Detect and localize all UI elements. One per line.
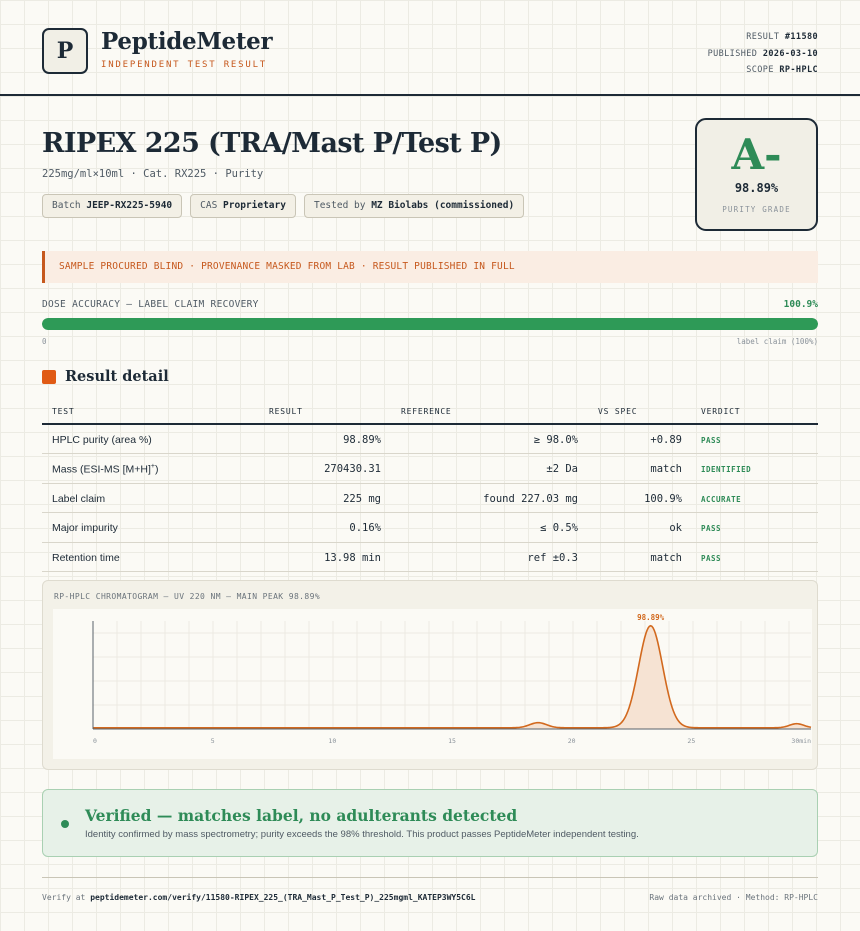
chromatogram-chart: [53, 609, 812, 759]
cell-test: [52, 463, 158, 476]
table-row: [42, 484, 818, 513]
cell-vs-spec: match: [650, 551, 682, 564]
cell-test-suffix: ): [154, 463, 159, 476]
table-row: [42, 543, 818, 572]
grade-label: PURITY GRADE: [722, 205, 791, 214]
dose-progress-fill: [42, 318, 818, 330]
cell-reference: found 227.03 mg: [483, 492, 578, 505]
cell-result: 13.98 min: [324, 551, 381, 564]
cell-verdict: PASS: [701, 553, 722, 563]
table-header: [42, 398, 818, 425]
section-marker-icon: [42, 370, 56, 384]
footer-method: Raw data archived · Method: RP-HPLC: [649, 893, 818, 902]
x-tick-label: 0: [93, 737, 97, 745]
meta-scope-value: RP-HPLC: [779, 65, 818, 75]
meta-scope-label: SCOPE: [746, 65, 774, 75]
grade-percent: 98.89%: [734, 181, 779, 195]
cell-test: HPLC purity (area %): [52, 434, 152, 446]
cell-vs-spec: match: [650, 463, 682, 476]
cell-reference: ≥ 98.0%: [533, 434, 578, 446]
cell-result: 270430.31: [324, 463, 381, 476]
chart-plot-area: [53, 609, 812, 759]
meta-result: [708, 29, 818, 46]
x-tick-label: 25: [687, 737, 696, 745]
cell-result: 0.16%: [349, 522, 381, 535]
blind-notice: SAMPLE PROCURED BLIND · PROVENANCE MASKED FROM LAB · RESULT PUBLISHED IN FULL: [42, 251, 818, 283]
cell-reference: ≤ 0.5%: [540, 522, 578, 535]
dose-value: 100.9%: [783, 299, 818, 310]
result-table: [42, 398, 818, 572]
dose-max-label: label claim (100%): [736, 337, 818, 346]
cell-vs-spec: +0.89: [650, 434, 682, 446]
brand-subtitle: INDEPENDENT TEST RESULT: [101, 60, 268, 70]
result-meta: [708, 29, 818, 79]
chip-batch: [42, 194, 182, 218]
dose-label: DOSE ACCURACY — LABEL CLAIM RECOVERY: [42, 299, 259, 310]
header-reference: REFERENCE: [401, 407, 452, 416]
report-header: [0, 0, 860, 96]
chip-tested-by-label: Tested by: [313, 200, 366, 211]
cell-vs-spec: 100.9%: [644, 492, 682, 505]
cell-reference: ±2 Da: [546, 463, 578, 476]
verified-title: Verified — matches label, no adulterants detected: [85, 806, 518, 825]
meta-published-label: PUBLISHED: [707, 48, 758, 59]
chip-batch-label: Batch: [52, 200, 81, 211]
header-result: RESULT: [269, 407, 303, 416]
table-row: [42, 425, 818, 454]
table-row: [42, 454, 818, 483]
cell-test: Label claim: [52, 492, 106, 505]
chart-title: RP-HPLC CHROMATOGRAM — UV 220 NM — MAIN PEAK 98.89%: [54, 592, 321, 601]
cell-result: 225 mg: [343, 492, 381, 505]
cell-test: Retention time: [52, 551, 120, 564]
verify-link-text: [42, 893, 476, 902]
chromatogram-area: [93, 626, 811, 729]
cell-verdict: IDENTIFIED: [701, 465, 752, 475]
meta-result-value: #11580: [784, 32, 818, 42]
verified-description: Identity confirmed by mass spectrometry; purity exceeds the 98% threshold. This product passes PeptideMeter independent testing.: [85, 829, 639, 840]
cell-reference: ref ±0.3: [527, 551, 578, 564]
verified-dot-icon: [61, 820, 69, 828]
x-tick-label: 5: [210, 737, 215, 745]
brand-name: PeptideMeter: [101, 28, 273, 55]
grade-card: [695, 118, 818, 231]
chip-cas-value: Proprietary: [223, 200, 286, 211]
brand-logo: P: [42, 28, 88, 74]
cell-verdict: PASS: [701, 524, 722, 534]
header-vs-spec: VS SPEC: [598, 407, 638, 416]
section-title: Result detail: [65, 368, 169, 385]
chip-tested-by: [304, 194, 524, 218]
dose-progress-bar: [42, 318, 818, 330]
chip-cas: [190, 194, 296, 218]
table-row: [42, 513, 818, 542]
cell-verdict: PASS: [701, 436, 722, 445]
header-verdict: VERDICT: [701, 407, 741, 416]
product-chips: [42, 194, 524, 218]
cell-vs-spec: ok: [669, 522, 682, 535]
meta-result-label: RESULT: [746, 32, 780, 42]
product-subtitle: 225mg/ml×10ml · Cat. RX225 · Purity: [42, 168, 264, 180]
chip-cas-label: CAS: [200, 200, 218, 211]
meta-scope: [708, 62, 818, 79]
x-tick-label: 15: [448, 737, 456, 745]
dose-min-label: 0: [42, 337, 47, 346]
footer-divider: [42, 877, 818, 878]
verify-url-link[interactable]: peptidemeter.com/verify/11580-RIPEX_225_(TRA_Mast_P_Test_P)_225mgml_KATEP3WY5C6L: [90, 893, 476, 902]
x-tick-label: 10: [328, 737, 337, 745]
meta-published: [708, 46, 818, 63]
chromatogram-card: [42, 580, 818, 770]
product-title: RIPEX 225 (TRA/Mast P/Test P): [42, 128, 502, 159]
cell-verdict: ACCURATE: [701, 494, 742, 504]
x-tick-label: 30min: [791, 737, 811, 745]
cell-result: 98.89%: [343, 434, 381, 446]
peak-label: 98.89%: [637, 612, 665, 622]
cell-test: Major impurity: [52, 522, 118, 535]
chip-batch-value: JEEP-RX225-5940: [86, 200, 173, 211]
x-tick-label: 20: [567, 737, 576, 745]
cell-test-sup: +: [150, 463, 155, 471]
meta-published-value: 2026-03-10: [762, 48, 818, 59]
chip-tested-by-value: MZ Biolabs (commissioned): [371, 200, 515, 211]
verify-prefix: Verify at: [42, 893, 86, 902]
header-test: TEST: [52, 407, 75, 416]
chromatogram-series-line: [93, 626, 811, 728]
verified-banner: [42, 789, 818, 857]
cell-test-text: Mass (ESI-MS [M+H]: [52, 463, 151, 476]
grade-letter: A-: [731, 130, 782, 179]
